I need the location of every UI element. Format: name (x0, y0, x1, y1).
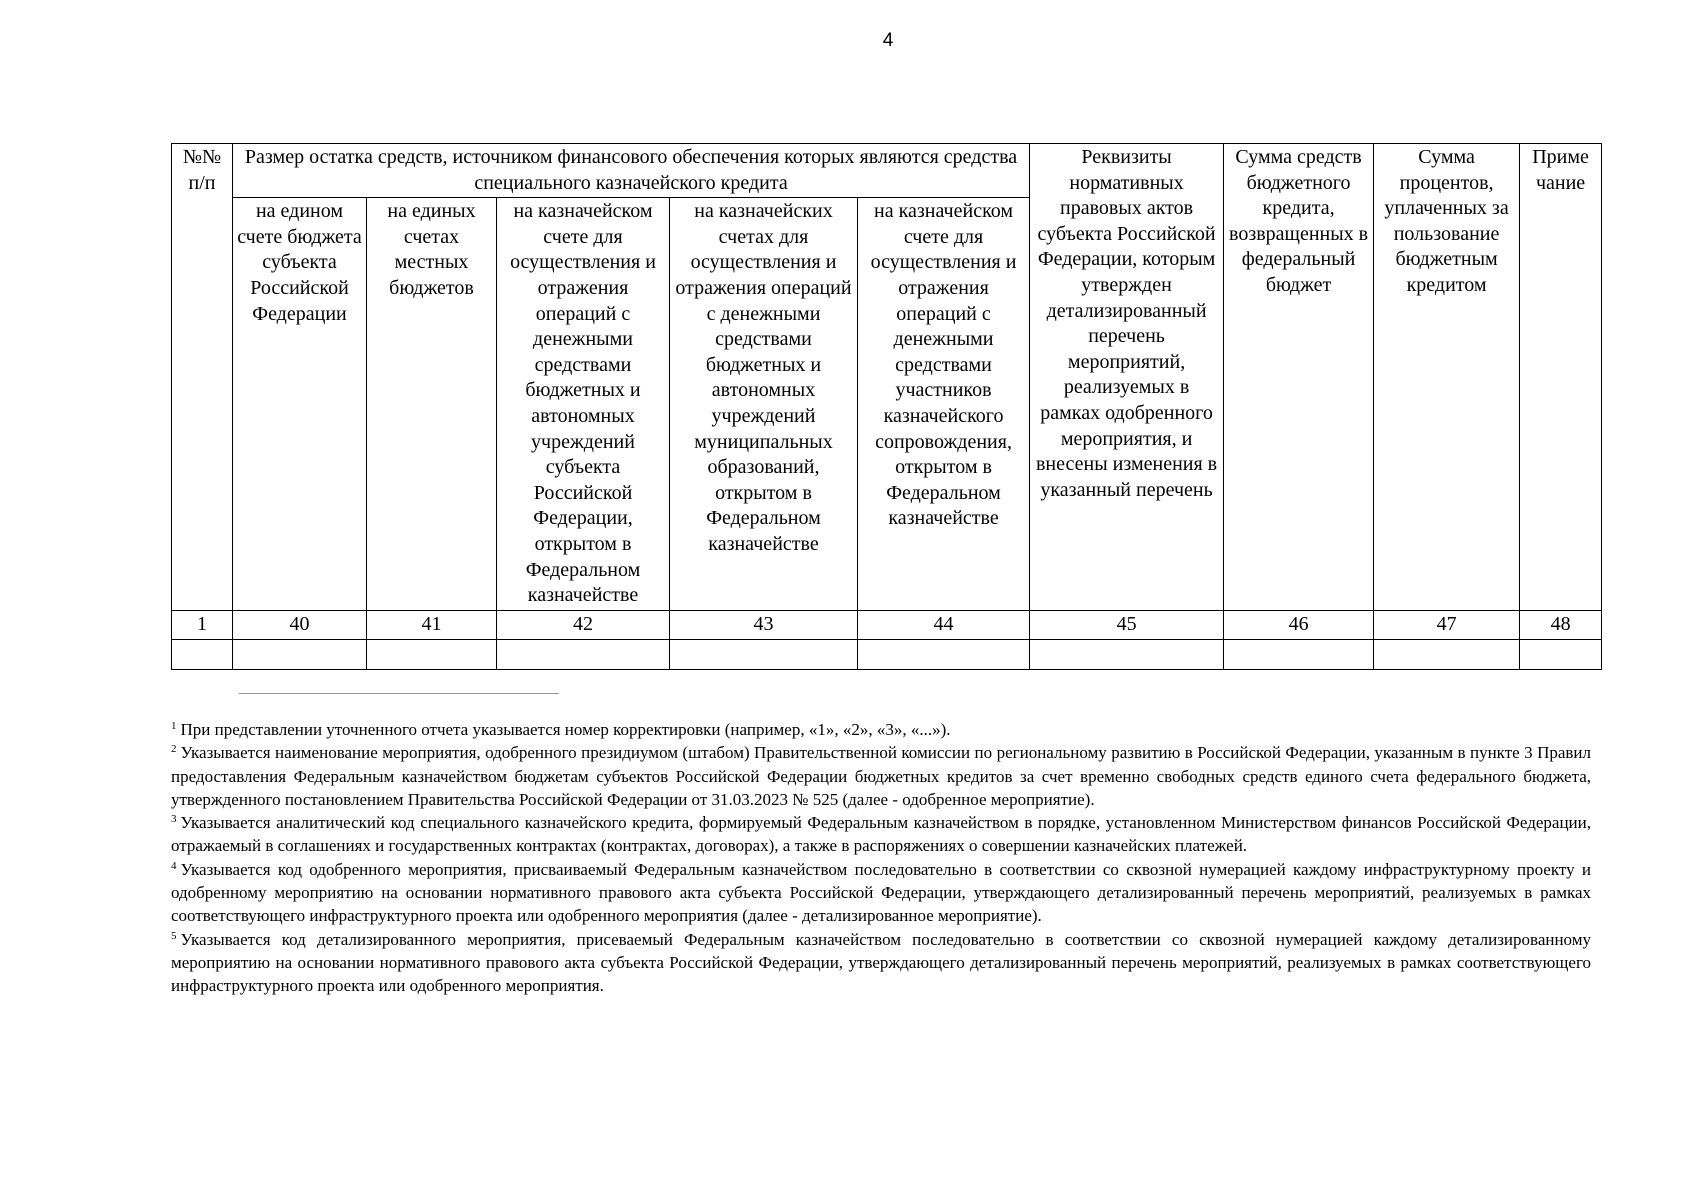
column-number: 43 (670, 610, 858, 639)
footnote (171, 718, 1591, 741)
footnote-text: Указывается наименование мероприятия, одобренного президиумом (штабом) Правительственной комиссии по региональному развитию в Российской Федерации, указанным в пункте 3 Правил предоставления Федеральным казначейством бюджетам субъектов Российской Федерации бюджетных кредитов за счет временно свободных средств единого счета федерального бюджета, утвержденного постановлением Правительства Российской Федерации от 31.03.2023 № 525 (далее - одобренное мероприятие). (171, 743, 1591, 809)
footnote-text: Указывается код одобренного мероприятия, присваиваемый Федеральным казначейством последовательно в соответствии со сквозной нумерацией каждому инфраструктурному проекту и одобренному мероприятию на основании нормативного правового акта субъекта Российской Федерации, утверждающего детализированный перечень мероприятий, реализуемых в рамках соответствующего инфраструктурного проекта или одобренного мероприятия (далее - детализированное мероприятие). (171, 859, 1591, 926)
header-balance-group: Размер остатка средств, источником финансового обеспечения которых являются средства специального казначейского кредита (233, 144, 1030, 198)
table-cell (1030, 639, 1224, 669)
table-cell (858, 639, 1030, 669)
table-cell (670, 639, 858, 669)
column-number-row (172, 610, 1602, 639)
footnote (171, 858, 1591, 928)
footnote-separator (239, 693, 559, 694)
empty-data-row (172, 639, 1602, 669)
header-requisites: Реквизиты нормативных правовых актов субъекта Российской Федерации, которым утвержден детализированный перечень мероприятий, реализуемых в рамках одобренного мероприятия, и внесены изменения в указанный перечень (1030, 144, 1224, 611)
footnote (171, 811, 1591, 858)
column-number: 40 (233, 610, 367, 639)
footnote-mark: 2 (171, 743, 177, 756)
header-interest-sum: Сумма процентов, уплаченных за пользование бюджетным кредитом (1374, 144, 1520, 611)
page-number: 4 (882, 30, 894, 51)
footnote (171, 928, 1591, 998)
footnote-text: Указывается код детализированного мероприятия, присеваемый Федеральным казначейством последовательно в соответствии со сквозной нумерацией каждому детализированному мероприятию на основании нормативного правового акта субъекта Российской Федерации, утверждающего детализированный перечень мероприятий, реализуемых в рамках соответствующего инфраструктурного проекта или одобренного мероприятия. (171, 929, 1591, 996)
column-number: 41 (367, 610, 497, 639)
column-number: 46 (1224, 610, 1374, 639)
header-returned-sum: Сумма средств бюджетного кредита, возвращенных в федеральный бюджет (1224, 144, 1374, 611)
column-number: 44 (858, 610, 1030, 639)
footnote (171, 741, 1591, 811)
subheader-regional-institutions-account: на казначейском счете для осуществления и отражения операций с денежными средствами бюджетных и автономных учреждений субъекта Российской Федерации, открытом в Федеральном казначействе (497, 198, 670, 611)
header-row-number: №№ п/п (172, 144, 233, 611)
header-note: Приме чание (1520, 144, 1602, 611)
column-number: 48 (1520, 610, 1602, 639)
column-number: 42 (497, 610, 670, 639)
table-cell (1224, 639, 1374, 669)
table-cell (233, 639, 367, 669)
footnote-mark: 5 (171, 929, 177, 942)
subheader-municipal-institutions-accounts: на казначейских счетах для осуществления и отражения операций с денежными средствами бюджетных и автономных учреждений муниципальных образований, открытом в Федеральном казначействе (670, 198, 858, 611)
report-table (171, 143, 1602, 670)
column-number: 1 (172, 610, 233, 639)
table-header-row-1 (172, 144, 1602, 198)
table-cell (497, 639, 670, 669)
footnotes (171, 718, 1591, 998)
table-cell (1374, 639, 1520, 669)
footnote-mark: 1 (171, 720, 177, 732)
table-cell (1520, 639, 1602, 669)
footnote-text: При представлении уточненного отчета указывается номер корректировки (например, «1», «2», «3», «...»). (180, 720, 951, 739)
column-number: 45 (1030, 610, 1224, 639)
table-cell (172, 639, 233, 669)
footnote-mark: 4 (171, 859, 177, 872)
footnote-text: Указывается аналитический код специального казначейского кредита, формируемый Федеральным казначейством в порядке, установленном Министерством финансов Российской Федерации, отражаемый в соглашениях и государственных контрактах (контрактах, договорах), а также в распоряжениях о совершении казначейских платежей. (171, 813, 1591, 856)
subheader-treasury-support-account: на казначейском счете для осуществления и отражения операций с денежными средствами участников казначейского сопровождения, открытом в Федеральном казначействе (858, 198, 1030, 611)
subheader-local-budget-accounts: на единых счетах местных бюджетов (367, 198, 497, 611)
footnote-mark: 3 (171, 813, 177, 826)
subheader-regional-budget-account: на едином счете бюджета субъекта Российской Федерации (233, 198, 367, 611)
column-number: 47 (1374, 610, 1520, 639)
table-cell (367, 639, 497, 669)
